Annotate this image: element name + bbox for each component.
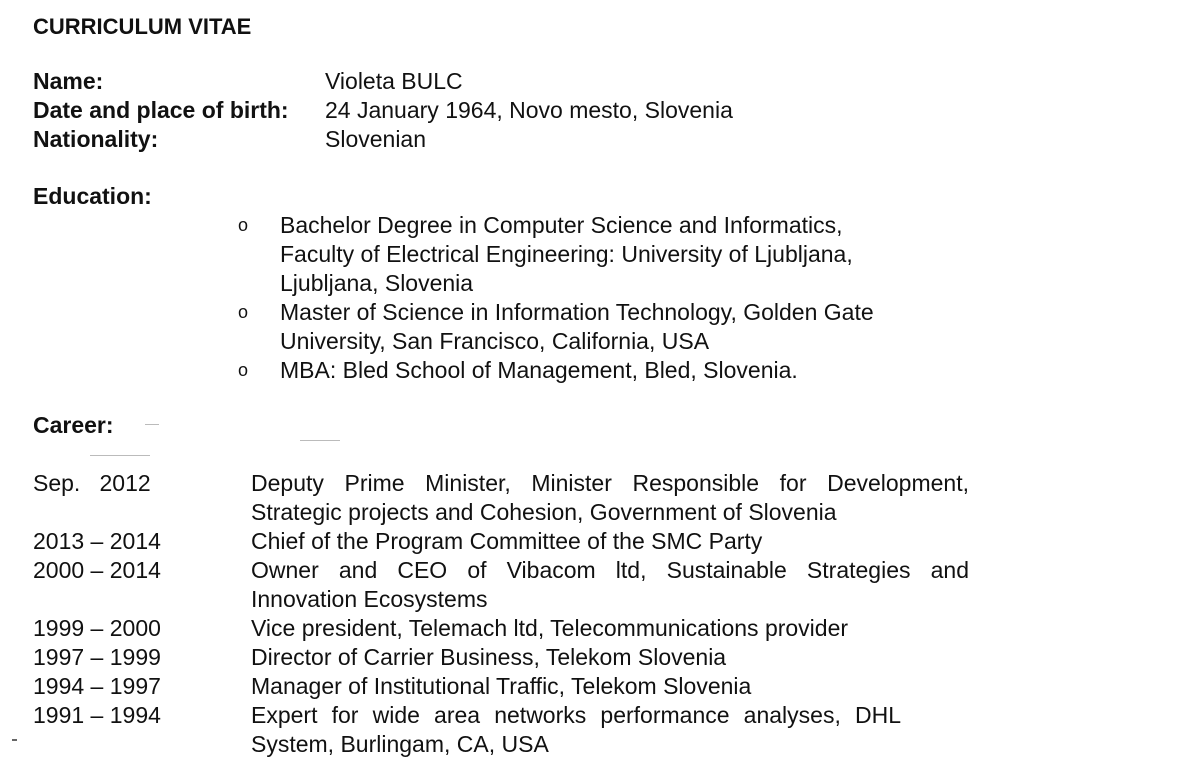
career-row [33,614,973,643]
career-period: 1997 – 1999 [33,644,161,670]
education-item [232,298,952,356]
career-row [33,469,973,527]
career-description: Chief of the Program Committee of the SMC Party [251,528,763,554]
career-description: Vice president, Telemach ltd, Telecommunications provider [251,615,849,641]
personal-info-row [33,96,733,125]
career-description: Expert for wide area networks performance analyses, DHL System, Burlingam, CA, USA [251,702,901,757]
career-description: Owner and CEO of Vibacom ltd, Sustainable Strategies and Innovation Ecosystems [251,557,969,612]
nationality-label: Nationality: [33,126,159,152]
career-period: Sep. 2012 [33,470,151,496]
education-item [232,356,952,385]
document-title: CURRICULUM VITAE [33,14,252,39]
bullet-icon: o [238,360,249,380]
career-heading: Career: [33,412,114,438]
scan-speck [90,455,150,456]
nationality-value: Slovenian [325,126,427,152]
bullet-icon: o [238,302,249,322]
career-period: 1994 – 1997 [33,673,161,699]
career-period: 1999 – 2000 [33,615,161,641]
education-item-text: MBA: Bled School of Management, Bled, Slovenia. [280,357,798,383]
education-list [232,211,952,385]
scan-speck [12,739,17,741]
name-value: Violeta BULC [325,68,463,94]
career-description: Manager of Institutional Traffic, Telekom Slovenia [251,673,752,699]
education-item-text: Bachelor Degree in Computer Science and Informatics, Faculty of Electrical Engineering: University of Ljubljana, Ljubljana, Slovenia [280,212,853,296]
personal-info-row [33,125,733,154]
career-description: Deputy Prime Minister, Minister Responsible for Development, Strategic projects and Cohesion, Government of Slovenia [251,470,969,525]
career-row [33,556,973,614]
career-period: 1991 – 1994 [33,702,161,728]
career-period: 2013 – 2014 [33,528,161,554]
education-heading: Education: [33,183,152,209]
career-list [33,469,973,759]
bullet-icon: o [238,215,249,235]
name-label: Name: [33,68,104,94]
education-item-text: Master of Science in Information Technology, Golden Gate University, San Francisco, California, USA [280,299,874,354]
scan-speck [145,424,159,425]
personal-info-row [33,67,733,96]
birth-value: 24 January 1964, Novo mesto, Slovenia [325,97,733,123]
career-description: Director of Carrier Business, Telekom Slovenia [251,644,727,670]
career-row [33,701,973,759]
career-row [33,527,973,556]
personal-info [33,67,733,154]
education-item [232,211,952,298]
career-row [33,672,973,701]
birth-label: Date and place of birth: [33,97,289,123]
scan-speck [300,440,340,441]
career-period: 2000 – 2014 [33,557,161,583]
career-row [33,643,973,672]
